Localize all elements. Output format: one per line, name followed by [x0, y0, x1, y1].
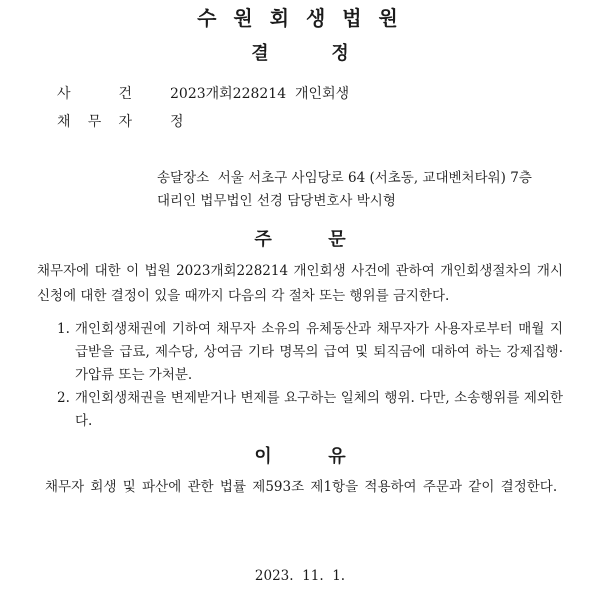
document-date: 2023. 11. 1.	[254, 568, 346, 584]
reason-paragraph: 채무자 회생 및 파산에 관한 법률 제593조 제1항을 적용하여 주문과 같이 결정한다.	[45, 479, 558, 495]
service-address-line: 송달장소 서울 서초구 사임당로 64 (서초동, 교대벤처타워) 7층	[157, 170, 532, 186]
order-item-number: 2.	[57, 390, 70, 406]
order-item-list	[37, 318, 563, 433]
order-heading: 주 문	[254, 229, 346, 250]
debtor-row	[57, 113, 563, 132]
decision-title: 결 정	[251, 43, 349, 64]
case-number-value: 2023개회228214 개인회생	[170, 86, 350, 102]
order-item-text: 개인회생채권을 변제받거나 변제를 요구하는 일체의 행위. 다만, 소송행위를 제외한다.	[75, 390, 563, 429]
service-address-section	[157, 167, 563, 213]
debtor-label: 채 무 자	[57, 114, 132, 130]
debtor-value: 정	[170, 114, 184, 130]
reason-heading: 이 유	[254, 446, 346, 467]
case-number-row	[57, 85, 563, 104]
court-name-title: 수 원 회 생 법 원	[197, 6, 403, 30]
attorney-line: 대리인 법무법인 선경 담당변호사 박시형	[157, 193, 396, 209]
case-number-label: 사 건	[57, 86, 132, 102]
order-intro-paragraph: 채무자에 대한 이 법원 2023개회228214 개인회생 사건에 관하여 개인회생절차의 개시 신청에 대한 결정이 있을 때까지 다음의 각 절차 또는 행위를 금지한다.	[37, 263, 563, 304]
order-item	[57, 387, 563, 433]
order-item-number: 1.	[57, 321, 70, 337]
case-info-section	[37, 85, 563, 132]
order-item-text: 개인회생채권에 기하여 채무자 소유의 유체동산과 채무자가 사용자로부터 매월 지급받을 급료, 제수당, 상여금 기타 명목의 급여 및 퇴직금에 대하여 하는 강제집행·가압류 또는 가처분.	[75, 321, 563, 383]
order-item	[57, 318, 563, 387]
